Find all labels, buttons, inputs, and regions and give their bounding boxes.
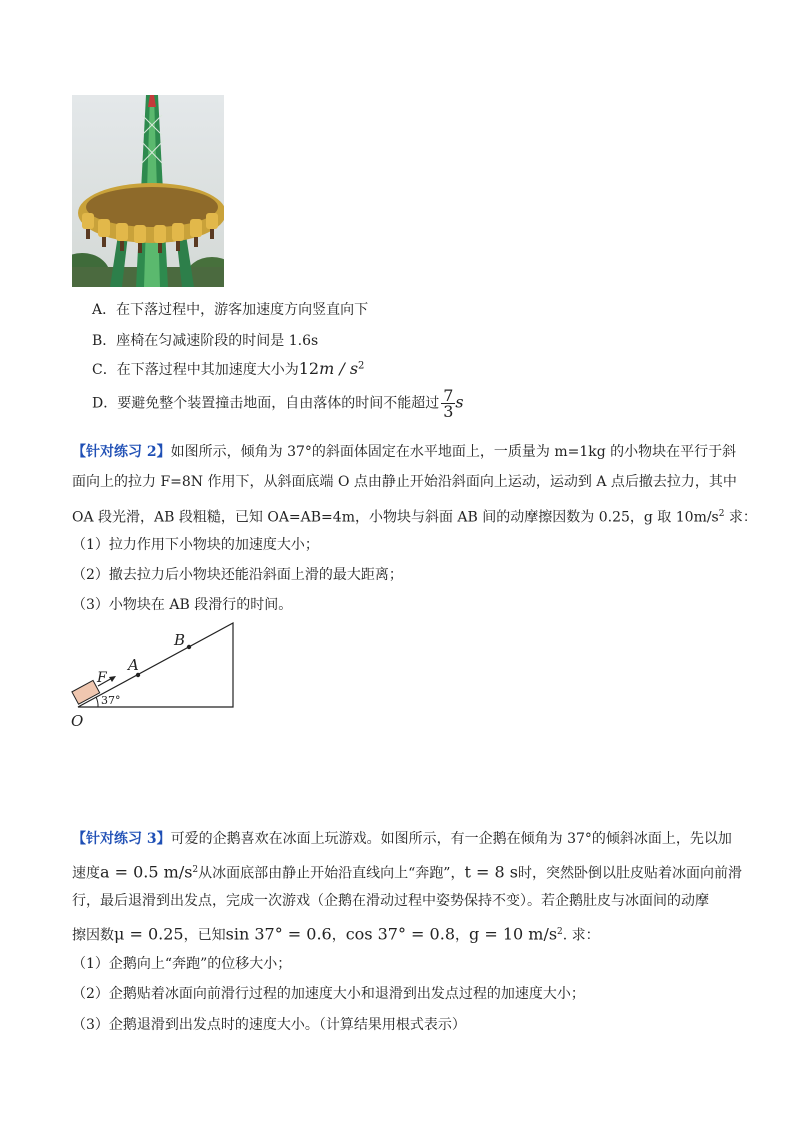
- ex2-tag: 【针对练习 2】: [72, 444, 171, 460]
- point-b-dot: [187, 645, 191, 649]
- ex2-question-2: （2）撤去拉力后小物块还能沿斜面上滑的最大距离；: [72, 567, 403, 583]
- ex3-text-2a: 速度: [72, 865, 100, 882]
- sliding-block: [72, 680, 100, 704]
- option-c-exponent: 2: [358, 360, 365, 372]
- label-b: B: [174, 631, 186, 649]
- option-c-text: C．在下落过程中其加速度大小为: [92, 362, 299, 378]
- fraction-7-3: [441, 388, 455, 419]
- ex3-text-2c: 时，突然卧倒以肚皮贴着冰面向前滑: [517, 865, 742, 882]
- option-d-unit: s: [455, 392, 464, 412]
- ex3-question-1: （1）企鹅向上“奔跑”的位移大小；: [72, 956, 292, 972]
- ex3-sin-formula: sin 37° = 0.6: [225, 924, 332, 944]
- ex3-cos-formula: cos 37° = 0.8: [345, 924, 455, 944]
- ex3-g-formula: g = 10 m/s: [469, 924, 558, 944]
- ex3-tag: 【针对练习 3】: [72, 831, 171, 847]
- ex3-text-1: 可爱的企鹅喜欢在冰面上玩游戏。如图所示，有一企鹅在倾角为 37°的倾斜冰面上，先以加: [170, 831, 732, 847]
- ex3-line-3: 行，最后退滑到出发点，完成一次游戏（企鹅在滑动过程中姿势保持不变）。若企鹅肚皮与冰面间的动摩: [72, 893, 709, 909]
- fraction-numerator: 7: [443, 386, 454, 405]
- incline-diagram: [68, 618, 248, 736]
- label-a: A: [128, 656, 139, 674]
- ex3-line-4: [72, 922, 600, 946]
- ex3-text-4d: ，: [455, 927, 469, 944]
- ex2-text-1: 如图所示，倾角为 37°的斜面体固定在水平地面上，一质量为 m=1kg 的小物块在平行于斜: [170, 444, 737, 460]
- ex3-question-2: （2）企鹅贴着冰面向前滑行过程的加速度大小和退滑到出发点过程的加速度大小；: [72, 986, 585, 1002]
- ex2-question-1: （1）拉力作用下小物块的加速度大小；: [72, 537, 319, 553]
- ex3-mu-formula: μ = 0.25: [114, 924, 184, 944]
- ex3-text-4a: 擦因数: [72, 927, 114, 944]
- option-d-text: D．要避免整个装置撞击地面，自由落体的时间不能超过: [92, 395, 440, 412]
- angle-label: 37°: [101, 694, 121, 707]
- ex3-sup-1: 2: [192, 865, 199, 875]
- option-c: [92, 359, 364, 379]
- ex3-text-4c: ，: [331, 927, 346, 944]
- ex2-text-3b: 求：: [724, 509, 757, 526]
- ex3-line-2: [72, 860, 742, 884]
- ex2-sup: 2: [718, 509, 725, 519]
- ex3-accel-formula: a = 0.5 m/s: [100, 862, 193, 882]
- ex3-sup-2: 2: [557, 927, 563, 937]
- ex3-text-4e: . 求：: [562, 927, 600, 944]
- ex3-text-2b: 从冰面底部由静止开始沿直线向上“奔跑”，: [198, 865, 465, 882]
- label-o: O: [71, 712, 84, 730]
- option-d: [92, 388, 464, 419]
- option-b: B．座椅在匀减速阶段的时间是 1.6s: [92, 333, 319, 349]
- ex3-time-formula: t = 8 s: [464, 862, 518, 882]
- option-a: A．在下落过程中，游客加速度方向竖直向下: [92, 302, 369, 318]
- ex2-text-3: OA 段光滑，AB 段粗糙，已知 OA=AB=4m，小物块与斜面 AB 间的动摩擦因数为 0.25，g 取 10m/s: [72, 509, 719, 526]
- ex2-line-1: [72, 442, 736, 462]
- option-c-unit: m / s: [319, 359, 359, 378]
- ex3-line-1: [72, 829, 732, 849]
- option-c-value: 12: [298, 359, 320, 378]
- fraction-denominator: 3: [443, 402, 454, 421]
- ex2-question-3: （3）小物块在 AB 段滑行的时间。: [72, 597, 293, 613]
- ex3-question-3: （3）企鹅退滑到出发点时的速度大小。（计算结果用根式表示）: [72, 1017, 466, 1033]
- ex2-line-3: [72, 504, 757, 528]
- ex3-text-4b: ，已知: [183, 927, 226, 944]
- ex2-line-2: 面向上的拉力 F=8N 作用下，从斜面底端 O 点由静止开始沿斜面向上运动，运动到 A 点后撤去拉力，其中: [72, 474, 737, 490]
- label-f: F: [97, 670, 107, 686]
- drop-tower-photo: [72, 95, 224, 287]
